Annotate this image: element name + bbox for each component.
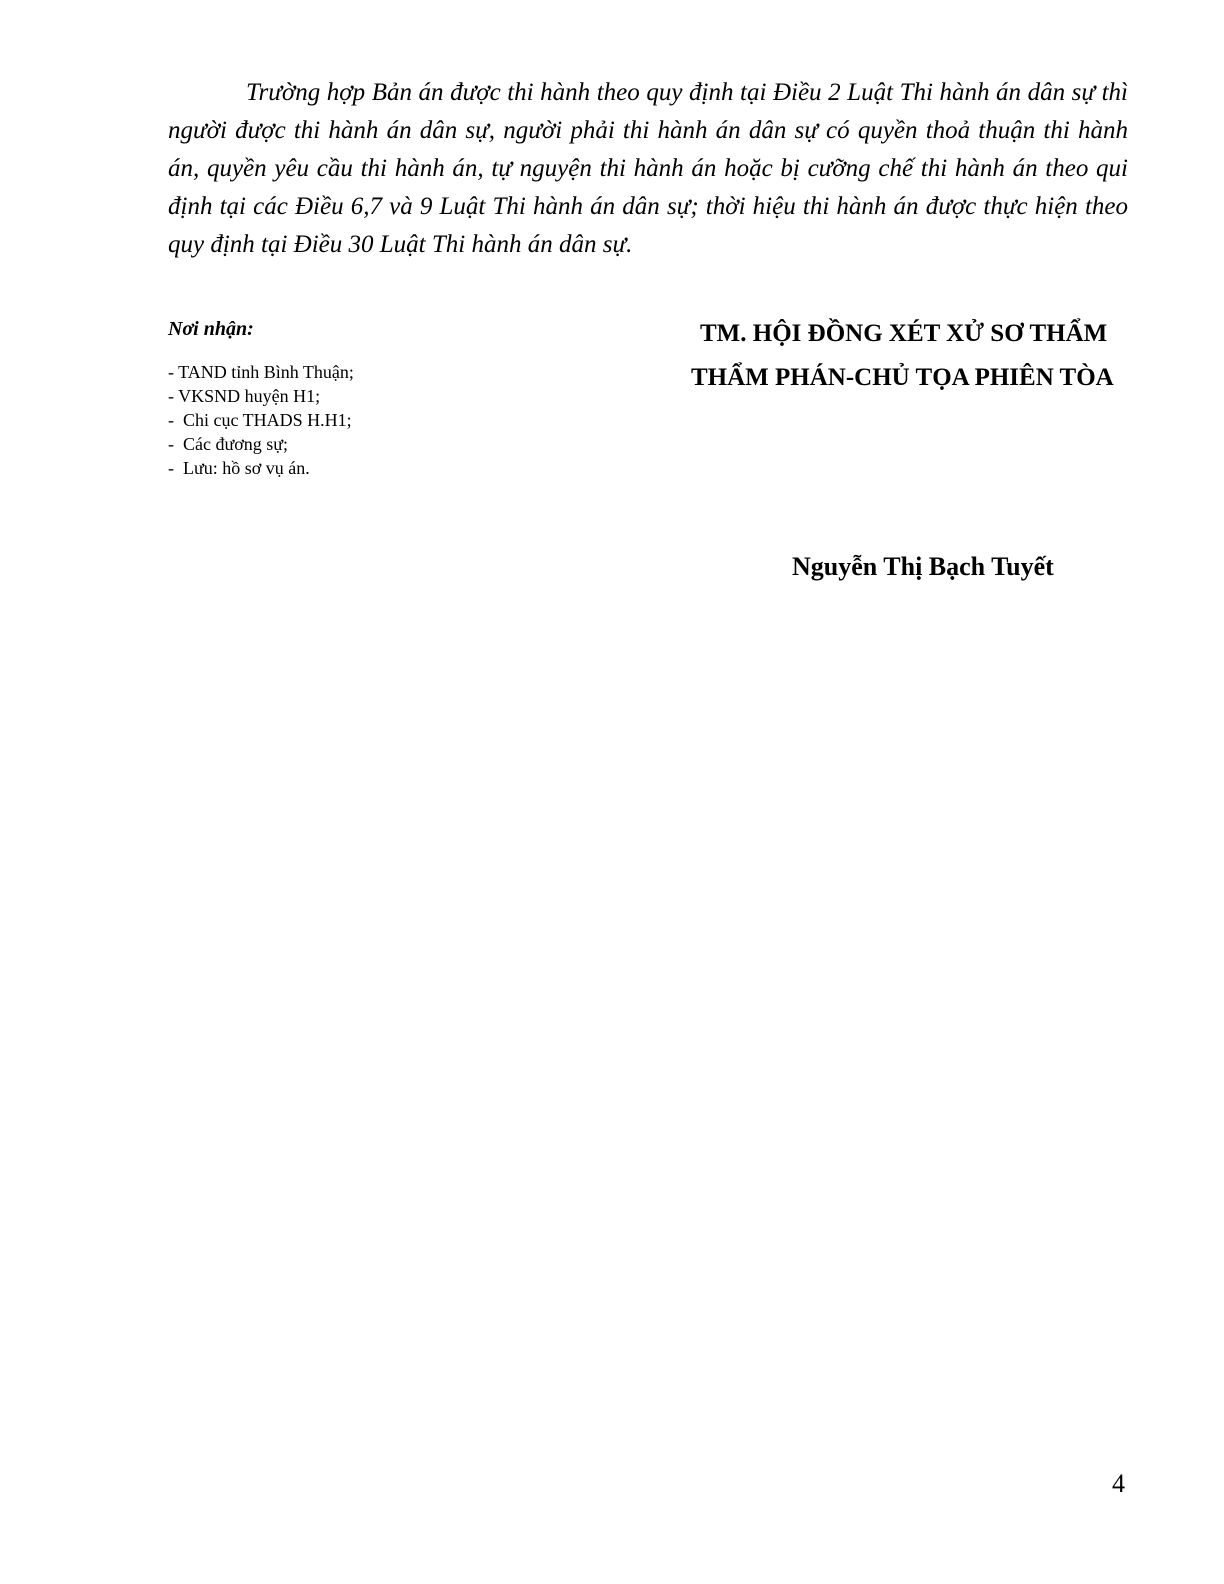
recipient-item: - Các đương sự; xyxy=(168,434,289,454)
signature-block xyxy=(640,312,1180,400)
recipient-item: - VKSND huyện H1; xyxy=(168,386,321,406)
signature-title-judge: THẨM PHÁN-CHỦ TỌA PHIÊN TÒA xyxy=(691,364,1114,391)
recipients-section xyxy=(168,316,588,480)
recipient-item: - TAND tỉnh Bình Thuận; xyxy=(168,362,354,382)
recipient-item: - Lưu: hồ sơ vụ án. xyxy=(168,458,310,478)
recipient-item: - Chi cục THADS H.H1; xyxy=(168,410,352,430)
signer-name: Nguyễn Thị Bạch Tuyết xyxy=(792,552,1054,581)
page-number: 4 xyxy=(1112,1469,1125,1498)
recipients-list xyxy=(168,360,588,480)
enforcement-paragraph: Trường hợp Bản án được thi hành theo quy định tại Điều 2 Luật Thi hành án dân sự thì người được thi hành án dân sự, người phải thi hành án dân sự có quyền thoả thuận thi hành án, quyền yêu cầu thi hành án, tự nguyện thi hành án hoặc bị cưỡng chế thi hành án theo qui định tại các Điều 6,7 và 9 Luật Thi hành án dân sự; thời hiệu thi hành án được thực hiện theo quy định tại Điều 30 Luật Thi hành án dân sự. xyxy=(168,79,1128,258)
recipients-heading: Nơi nhận: xyxy=(168,318,254,340)
signature-title-council: TM. HỘI ĐỒNG XÉT XỬ SƠ THẨM xyxy=(700,320,1108,347)
